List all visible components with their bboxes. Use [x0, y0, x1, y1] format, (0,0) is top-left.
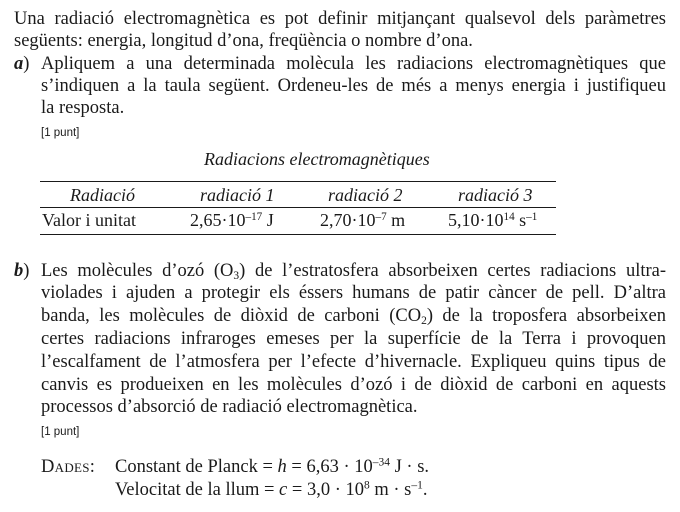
table-cell-radiacio-1: $2,65\cdot 10^{-17}$ J [190, 210, 274, 230]
table-header-radiacio-3: radiació 3 [458, 185, 533, 205]
table-header-rule [40, 207, 556, 208]
table-bottom-rule [40, 234, 556, 235]
table-header-radiacio-2: radiació 2 [328, 185, 403, 205]
intro-line-2: següents: energia, longitud d’ona, freqüència o nombre d’ona. [14, 31, 473, 51]
table-header-radiacio-1: radiació 1 [200, 185, 275, 205]
table-top-rule [40, 181, 556, 182]
dades-light: Velocitat de la llum = $c = 3,0 \cdot 10^8$ $m \cdot s^{-1}$. [115, 479, 428, 500]
part-a-line-3: la resposta. [41, 98, 125, 118]
part-b-line-6: canvis es produeixen en les molècules d’ozó i de diòxid de carboni en aquests [41, 375, 666, 395]
part-a-marker: a) [14, 54, 30, 74]
part-b-line-1: Les molècules d’ozó $(O_3)$ de l’estratosfera absorbeixen certes radiacions ultra- [41, 261, 667, 282]
part-a-points: [1 punt] [41, 127, 80, 139]
table-row-label: Valor i unitat [42, 210, 136, 230]
dades-planck: Constant de Planck = $h = 6,63 \cdot 10^{-34}$ J · s. [115, 456, 430, 477]
part-a-line-1: Apliquem a una determinada molècula les radiacions electromagnètiques que [41, 54, 666, 74]
part-b-points: [1 punt] [41, 426, 80, 438]
table-caption: Radiacions electromagnètiques [204, 149, 430, 169]
part-b-line-5: l’escalfament de l’atmosfera per l’efecte d’hivernacle. Expliqueu quins tipus de [41, 352, 666, 372]
dades-label: Dades: [41, 457, 96, 477]
part-a-line-2: s’indiquen a la taula següent. Ordeneu-les de més a menys energia i justifiqueu [41, 76, 666, 96]
part-b-line-4: certes radiacions infraroges emeses per la superfície de la Terra i provoquen [41, 329, 666, 349]
part-b-marker: b) [14, 261, 30, 281]
table-cell-radiacio-2: $2,70\cdot 10^{-7}$ m [320, 210, 406, 230]
part-b-line-2: violades i ajuden a protegir els éssers humans de patir càncer de pell. D’altra [41, 283, 666, 303]
part-b-line-3: banda, les molècules de diòxid de carboni $(CO_2)$ de la troposfera absorbeixen [41, 306, 666, 327]
table-header-radiacio: Radiació [70, 185, 135, 205]
intro-line-1: Una radiació electromagnètica es pot definir mitjançant qualsevol dels paràmetres [14, 9, 666, 29]
part-b-line-7: processos d’absorció de radiació electromagnètica. [41, 397, 418, 417]
table-cell-radiacio-3: $5,10\cdot 10^{14}$ $s^{-1}$ [448, 210, 538, 230]
